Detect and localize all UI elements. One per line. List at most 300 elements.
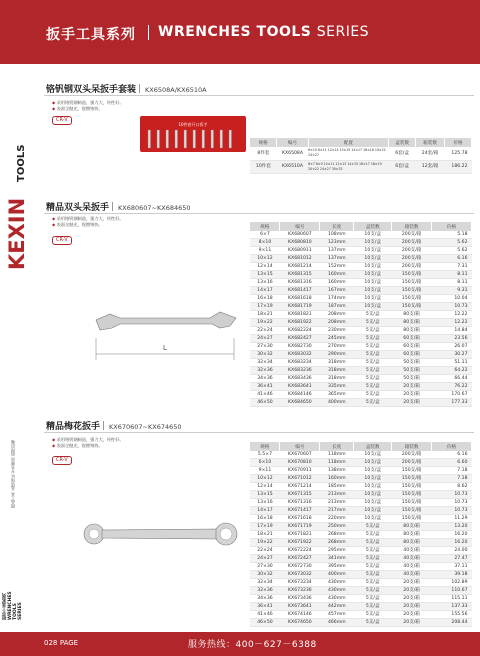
table-row: [250, 611, 472, 619]
cell: KX683436: [280, 375, 320, 383]
table-row: [250, 311, 472, 319]
page-number: [44, 639, 78, 647]
cell: 10.73: [432, 303, 472, 311]
cell: 20支/箱: [392, 619, 432, 627]
cell: 10.73: [432, 491, 472, 499]
feature-item: ◆ 采用铬钒钢制造，强力大，经性好。: [52, 100, 124, 106]
cell: 137mm: [320, 247, 354, 255]
cell: 341mm: [320, 555, 354, 563]
cell: 66.44: [432, 375, 472, 383]
service-hotline: 服务热线：400－627－6388: [188, 640, 317, 650]
cell: 30×32: [250, 571, 280, 579]
cell: 167mm: [320, 287, 354, 295]
cell: 9×11: [250, 247, 280, 255]
cell: KX672224: [280, 547, 320, 555]
cell: 5支/盒: [354, 531, 392, 539]
cell: 6.16: [432, 255, 472, 263]
cell: 76.22: [432, 383, 472, 391]
cell: 5支/盒: [354, 335, 392, 343]
col-header: 长度: [320, 442, 354, 451]
cell: 32×36: [250, 367, 280, 375]
cell: 16×18: [250, 515, 280, 523]
cell: 22×24: [250, 327, 280, 335]
table-row: [250, 303, 472, 311]
cell: 8.11: [432, 271, 472, 279]
cell: 5支/盒: [354, 375, 392, 383]
cell: 150支/箱: [392, 507, 432, 515]
cell: 150支/箱: [392, 287, 432, 295]
cell: 14×17: [250, 507, 280, 515]
table-row: [250, 263, 472, 271]
page-num: 028: [44, 639, 58, 647]
cell: KX683234: [280, 359, 320, 367]
cell: KX6508A: [277, 147, 308, 160]
cell: KX674650: [280, 619, 320, 627]
col-header: 编号: [280, 222, 320, 231]
cell: 160mm: [320, 475, 354, 483]
cell: 186.22: [445, 160, 472, 173]
cell: 150支/箱: [392, 467, 432, 475]
table-row: [250, 287, 472, 295]
cell: 10支/盒: [354, 491, 392, 499]
cell: 5支/盒: [354, 311, 392, 319]
cell: 10支/盒: [354, 287, 392, 295]
cell: 9×11: [250, 467, 280, 475]
cell: 10支/盒: [354, 499, 392, 507]
feature-item: ◆ 表面全抛光，锐镀铬协。: [52, 443, 124, 449]
cell: 13×15: [250, 271, 280, 279]
cell: 37.11: [432, 563, 472, 571]
section2-code: KX680607~KX684650: [118, 204, 191, 212]
cell: 150支/箱: [392, 491, 432, 499]
cell: KX681012: [280, 255, 320, 263]
cell: KX671315: [280, 491, 320, 499]
cell: KX671821: [280, 531, 320, 539]
header-title-en: [158, 24, 369, 40]
cell: 213mm: [320, 491, 354, 499]
cell: 6×10 8×11 12×14 13×15 14×17 16×18 19×22 24×27: [308, 147, 389, 160]
table-row: [250, 619, 472, 627]
page-word: PAGE: [59, 639, 79, 647]
cell: 46×50: [250, 619, 280, 627]
cell: 213mm: [320, 499, 354, 507]
cell: 39.18: [432, 571, 472, 579]
cell: 17×19: [250, 303, 280, 311]
cell: 12×14: [250, 263, 280, 271]
cell: 5支/盒: [354, 391, 392, 399]
cell: 19×22: [250, 319, 280, 327]
cell: 13×15: [250, 491, 280, 499]
section3-divider: [44, 432, 474, 433]
cell: 6.16: [432, 451, 472, 459]
cell: 40支/箱: [392, 547, 432, 555]
cell: 30×32: [250, 351, 280, 359]
cell: 200支/箱: [392, 459, 432, 467]
cell: 9.31: [432, 287, 472, 295]
cell: 50支/箱: [392, 367, 432, 375]
table-row: [250, 343, 472, 351]
cell: 5支/盒: [354, 539, 392, 547]
cell: 5支/盒: [354, 399, 392, 407]
cell: 10×12: [250, 255, 280, 263]
cell: 10支/盒: [354, 515, 392, 523]
page-header: [0, 0, 480, 64]
table-row: [250, 247, 472, 255]
logo-kexin: KEXIN: [5, 197, 29, 270]
cell: 400mm: [320, 399, 354, 407]
logo-tools: TOOLS: [16, 144, 27, 182]
table-row: [250, 587, 472, 595]
table-row: [250, 279, 472, 287]
cell: 138mm: [320, 467, 354, 475]
table-row: [250, 571, 472, 579]
cell: 6.60: [432, 459, 472, 467]
col-header: 箱装数: [392, 442, 432, 451]
cell: 5支/盒: [354, 343, 392, 351]
col-header: 规格: [250, 442, 280, 451]
cell: 318mm: [320, 367, 354, 375]
cell: 14×17: [250, 287, 280, 295]
cell: 10支/盒: [354, 239, 392, 247]
cell: 5支/盒: [354, 359, 392, 367]
section3-table: [250, 442, 472, 627]
cell: 41×46: [250, 391, 280, 399]
cell: 5支/盒: [354, 611, 392, 619]
cell: 10支/盒: [354, 255, 392, 263]
cell: 27×30: [250, 343, 280, 351]
cell: 41×46: [250, 611, 280, 619]
cell: 177.33: [432, 399, 472, 407]
cell: KX670911: [280, 467, 320, 475]
cell: 7.31: [432, 263, 472, 271]
table-row: [250, 319, 472, 327]
col-header: 盒装数: [354, 442, 392, 451]
cell: 5支/盒: [354, 587, 392, 595]
cell: 27×30: [250, 563, 280, 571]
table-row: [250, 547, 472, 555]
cell: 150支/箱: [392, 295, 432, 303]
cell: 365mm: [320, 391, 354, 399]
cell: 10支/盒: [354, 271, 392, 279]
cell: 295mm: [320, 547, 354, 555]
cell: 150支/箱: [392, 475, 432, 483]
section2-divider: [44, 213, 474, 214]
cell: 10支/盒: [354, 231, 392, 239]
cell: 60支/箱: [392, 351, 432, 359]
cell: 10件套: [250, 160, 277, 173]
cell: KX681214: [280, 263, 320, 271]
cell: 40支/箱: [392, 571, 432, 579]
cell: 16.20: [432, 531, 472, 539]
cell: 80支/箱: [392, 523, 432, 531]
col-header: 编号: [277, 138, 308, 147]
col-header: 长度: [320, 222, 354, 231]
cell: 20支/箱: [392, 579, 432, 587]
feature-item: ◆ 表面全抛光，锐镀铬协。: [52, 106, 124, 112]
cell: KX670607: [280, 451, 320, 459]
cell: 10支/盒: [354, 475, 392, 483]
kexin-logo: [4, 120, 32, 270]
table-row: [250, 383, 472, 391]
col-header: 箱装数: [416, 138, 445, 147]
cell: 18×21: [250, 531, 280, 539]
header-title-en-bold: WRENCHES TOOLS: [158, 24, 312, 40]
col-header: 规格: [250, 222, 280, 231]
cell: 80支/箱: [392, 319, 432, 327]
cell: KX682224: [280, 327, 320, 335]
cell: 125.78: [445, 147, 472, 160]
cell: 64.22: [432, 367, 472, 375]
table-row: [250, 327, 472, 335]
cell: 430mm: [320, 587, 354, 595]
cell: KX6510A: [277, 160, 308, 173]
cell: 5.18: [432, 231, 472, 239]
cell: 6套/盒: [389, 147, 416, 160]
table-row: [250, 271, 472, 279]
table-row: [250, 467, 472, 475]
cell: 20支/箱: [392, 611, 432, 619]
cell: 20支/箱: [392, 399, 432, 407]
cell: 108mm: [320, 231, 354, 239]
table-row: [250, 231, 472, 239]
cell: 40支/箱: [392, 555, 432, 563]
cell: 34×36: [250, 595, 280, 603]
cell: KX671618: [280, 515, 320, 523]
cell: KX680810: [280, 239, 320, 247]
feature-item: ◆ 表面全抛光，锐镀铬协。: [52, 222, 124, 228]
section1-title-text: 铬钒钢双头呆扳手套装: [46, 85, 137, 95]
table-row: [250, 451, 472, 459]
cell: 5支/盒: [354, 367, 392, 375]
cell: 200支/箱: [392, 451, 432, 459]
cell: 5支/盒: [354, 603, 392, 611]
section3-title: [46, 419, 182, 432]
side-description: 精品工具 品质保证 专业制造 值得信赖: [10, 440, 15, 508]
cell: 5.62: [432, 239, 472, 247]
page-footer: [0, 632, 480, 656]
table-row: [250, 391, 472, 399]
cell: 5支/盒: [354, 595, 392, 603]
table-row: [250, 483, 472, 491]
cell: 24×27: [250, 555, 280, 563]
section3-features: [52, 437, 124, 449]
section1-table: [250, 138, 472, 174]
wrench-set-image: [140, 116, 246, 152]
cell: KX671417: [280, 507, 320, 515]
col-header: 盒装数: [354, 222, 392, 231]
cell: 13×16: [250, 499, 280, 507]
cell: 318mm: [320, 359, 354, 367]
cell: 10支/盒: [354, 247, 392, 255]
table-row: [250, 555, 472, 563]
cell: 290mm: [320, 351, 354, 359]
table-row: [250, 367, 472, 375]
col-header: 箱装数: [392, 222, 432, 231]
cell: 24套/箱: [416, 147, 445, 160]
feature-item: ◆ 采用铬钒钢制造，强力大，经性好。: [52, 437, 124, 443]
table-row: [250, 359, 472, 367]
cell: KX681719: [280, 303, 320, 311]
cell: 150支/箱: [392, 279, 432, 287]
cell: 22×24: [250, 547, 280, 555]
cell: 8.11: [432, 279, 472, 287]
table-row: [250, 579, 472, 587]
cell: 187mm: [320, 303, 354, 311]
cell: KX681315: [280, 271, 320, 279]
section1-divider: [44, 95, 474, 96]
cell: 10支/盒: [354, 263, 392, 271]
cell: 10支/盒: [354, 459, 392, 467]
cell: 5支/盒: [354, 555, 392, 563]
cell: 250mm: [320, 523, 354, 531]
col-header: 编号: [280, 442, 320, 451]
col-header: 价格: [445, 138, 472, 147]
cell: 32×34: [250, 359, 280, 367]
cell: 6×7: [250, 231, 280, 239]
col-header: 盒装数: [389, 138, 416, 147]
cell: 102.89: [432, 579, 472, 587]
table-row: [250, 523, 472, 531]
cell: 19×22: [250, 539, 280, 547]
cell: 118mm: [320, 459, 354, 467]
cell: 80支/箱: [392, 539, 432, 547]
cell: KX681618: [280, 295, 320, 303]
cell: 150支/箱: [392, 303, 432, 311]
cell: 5.62: [432, 247, 472, 255]
table-row: [250, 335, 472, 343]
cell: 466mm: [320, 619, 354, 627]
cell: 5支/盒: [354, 383, 392, 391]
col-header: 价格: [432, 222, 472, 231]
cell: 5支/盒: [354, 523, 392, 531]
cell: 200支/箱: [392, 231, 432, 239]
cell: 10支/盒: [354, 279, 392, 287]
cell: 6×7 8×9 10×11 12×13 14×15 16×17 18×19 20×22 24×27 30×32: [308, 160, 389, 173]
cell: KX670810: [280, 459, 320, 467]
header-title-en-light: SERIES: [316, 24, 370, 40]
cell: 10.73: [432, 507, 472, 515]
cell: 27.47: [432, 555, 472, 563]
cell: 8件套: [250, 147, 277, 160]
cell: 200支/箱: [392, 255, 432, 263]
cell: 5支/盒: [354, 571, 392, 579]
cell: 12套/箱: [416, 160, 445, 173]
side-brand-bar: [4, 120, 32, 620]
cell: 5支/盒: [354, 351, 392, 359]
cell: 5支/盒: [354, 619, 392, 627]
cell: KX684650: [280, 399, 320, 407]
cell: 20支/箱: [392, 603, 432, 611]
cell: 150支/箱: [392, 515, 432, 523]
table-row: [250, 531, 472, 539]
cell: 208mm: [320, 311, 354, 319]
cell: 10支/盒: [354, 507, 392, 515]
cell: 17×19: [250, 523, 280, 531]
cell: 16×18: [250, 295, 280, 303]
cell: 270mm: [320, 343, 354, 351]
cell: 430mm: [320, 579, 354, 587]
section1-features: [52, 100, 124, 112]
cell: 60支/箱: [392, 343, 432, 351]
cell: KX684146: [280, 391, 320, 399]
section1-title: [46, 82, 207, 95]
table-row: [250, 351, 472, 359]
section2-table: [250, 222, 472, 407]
cell: 137mm: [320, 255, 354, 263]
cell: 150支/箱: [392, 499, 432, 507]
cell: 80支/箱: [392, 531, 432, 539]
cell: 400mm: [320, 571, 354, 579]
cell: 30.27: [432, 351, 472, 359]
cell: 5支/盒: [354, 563, 392, 571]
cell: 10支/盒: [354, 483, 392, 491]
cell: 245mm: [320, 335, 354, 343]
section1-crv-badge: CR-V: [52, 116, 72, 125]
cell: 36×41: [250, 603, 280, 611]
table-row: [250, 491, 472, 499]
cell: 10支/盒: [354, 295, 392, 303]
cell: KX671214: [280, 483, 320, 491]
cell: 185mm: [320, 483, 354, 491]
cell: 18×21: [250, 311, 280, 319]
cell: 268mm: [320, 531, 354, 539]
cell: KX681922: [280, 319, 320, 327]
cell: 7.18: [432, 467, 472, 475]
cell: KX673234: [280, 579, 320, 587]
section2-crv-badge: CR-V: [52, 236, 72, 245]
cell: KX683032: [280, 351, 320, 359]
cell: KX680911: [280, 247, 320, 255]
cell: 80支/箱: [392, 327, 432, 335]
cell: 10.04: [432, 295, 472, 303]
feature-item: ◆ 采用铬钒钢制造，强力大，经性好。: [52, 216, 124, 222]
cell: 7.18: [432, 475, 472, 483]
table-row: [250, 595, 472, 603]
cell: KX671719: [280, 523, 320, 531]
cell: 40支/箱: [392, 563, 432, 571]
cell: 20支/箱: [392, 391, 432, 399]
cell: 150支/箱: [392, 271, 432, 279]
section2-features: [52, 216, 124, 228]
cell: 6×10: [250, 459, 280, 467]
cell: KX671012: [280, 475, 320, 483]
cell: KX671922: [280, 539, 320, 547]
cell: KX682427: [280, 335, 320, 343]
cell: 217mm: [320, 507, 354, 515]
ring-wrench-image: [80, 516, 240, 556]
cell: 60支/箱: [392, 335, 432, 343]
cell: 46×50: [250, 399, 280, 407]
cell: KX673436: [280, 595, 320, 603]
cell: 110.67: [432, 587, 472, 595]
cell: 32×34: [250, 579, 280, 587]
table-row: [250, 399, 472, 407]
cell: KX674146: [280, 611, 320, 619]
table-row: [250, 475, 472, 483]
cell: KX683641: [280, 383, 320, 391]
cell: 14.84: [432, 327, 472, 335]
cell: 8×10: [250, 239, 280, 247]
cell: 24×27: [250, 335, 280, 343]
cell: 26.07: [432, 343, 472, 351]
cell: 13.20: [432, 523, 472, 531]
table-row: [250, 147, 472, 160]
cell: KX683236: [280, 367, 320, 375]
cell: 430mm: [320, 595, 354, 603]
cell: 20支/箱: [392, 595, 432, 603]
cell: 5支/盒: [354, 327, 392, 335]
cell: 5支/盒: [354, 319, 392, 327]
